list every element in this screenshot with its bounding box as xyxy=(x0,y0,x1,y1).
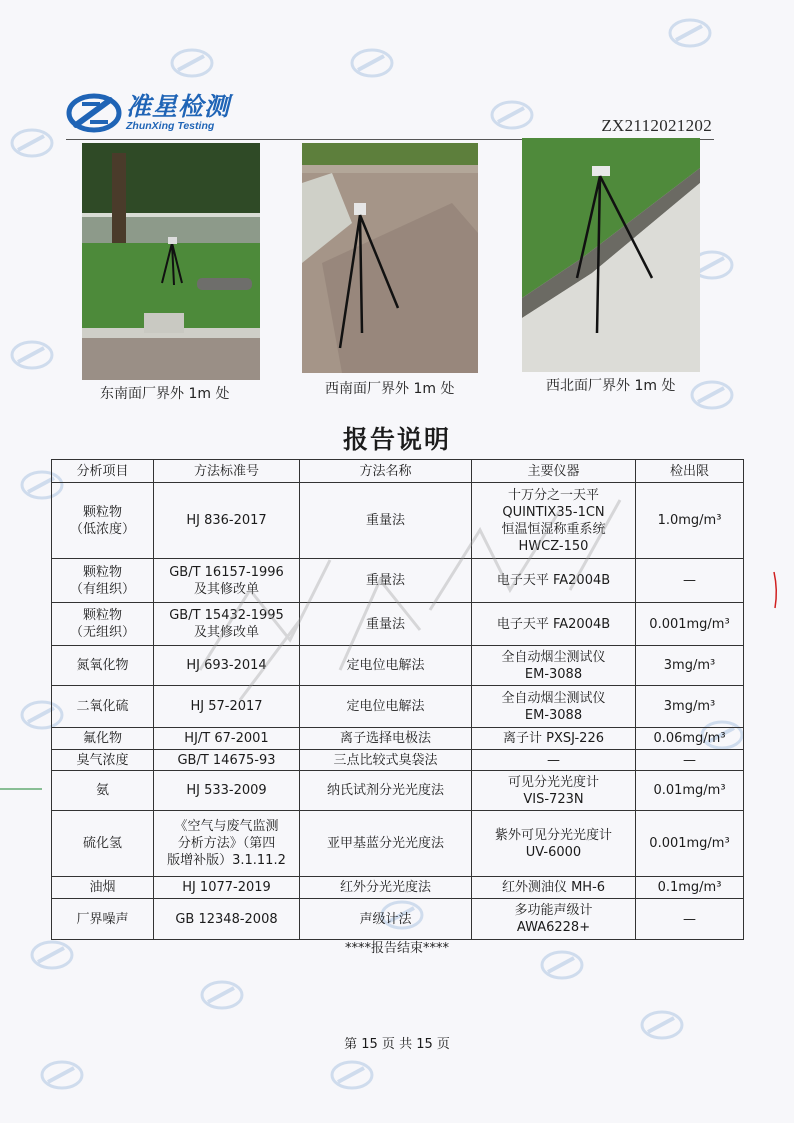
watermark-logo-icon xyxy=(330,1060,374,1090)
logo-mark-icon xyxy=(66,92,122,134)
column-header: 方法标准号 xyxy=(154,460,300,483)
cell-limit: 0.06mg/m³ xyxy=(636,728,744,750)
cell-instrument: — xyxy=(472,750,636,771)
cell-standard: 《空气与废气监测 分析方法》（第四 版增补版）3.1.11.2 xyxy=(154,811,300,877)
table-row xyxy=(52,603,744,646)
cell-item: 厂界噪声 xyxy=(52,899,154,940)
site-photo-southwest xyxy=(302,143,478,373)
table-row xyxy=(52,686,744,728)
cell-instrument: 离子计 PXSJ-226 xyxy=(472,728,636,750)
cell-item: 颗粒物 （无组织） xyxy=(52,603,154,646)
site-photo-northwest xyxy=(522,138,700,372)
watermark-logo-icon xyxy=(40,1060,84,1090)
cell-instrument: 可见分光光度计 VIS-723N xyxy=(472,771,636,811)
table-header-row xyxy=(52,460,744,483)
cell-method: 重量法 xyxy=(300,603,472,646)
cell-standard: HJ/T 67-2001 xyxy=(154,728,300,750)
cell-limit: 0.1mg/m³ xyxy=(636,877,744,899)
watermark-logo-icon xyxy=(668,18,712,48)
cell-limit: — xyxy=(636,750,744,771)
watermark-logo-icon xyxy=(170,48,214,78)
report-number: ZX2112021202 xyxy=(601,116,712,135)
cell-limit: 3mg/m³ xyxy=(636,646,744,686)
cell-method: 声级计法 xyxy=(300,899,472,940)
column-header: 方法名称 xyxy=(300,460,472,483)
cell-item: 颗粒物 （低浓度） xyxy=(52,483,154,559)
page-number: 第 15 页 共 15 页 xyxy=(344,1037,450,1052)
table-row xyxy=(52,728,744,750)
table-row xyxy=(52,750,744,771)
table-row xyxy=(52,483,744,559)
cell-standard: HJ 533-2009 xyxy=(154,771,300,811)
watermark-logo-icon xyxy=(10,128,54,158)
table-row xyxy=(52,771,744,811)
cell-item: 氟化物 xyxy=(52,728,154,750)
cell-item: 氨 xyxy=(52,771,154,811)
cell-limit: 0.001mg/m³ xyxy=(636,603,744,646)
report-header xyxy=(66,92,716,140)
cell-standard: GB 12348-2008 xyxy=(154,899,300,940)
cell-method: 定电位电解法 xyxy=(300,646,472,686)
watermark-logo-icon xyxy=(350,48,394,78)
section-title: 报告说明 xyxy=(342,425,451,454)
cell-limit: 0.01mg/m³ xyxy=(636,771,744,811)
cell-item: 氮氧化物 xyxy=(52,646,154,686)
cell-limit: 3mg/m³ xyxy=(636,686,744,728)
cell-method: 重量法 xyxy=(300,483,472,559)
cell-method: 三点比较式臭袋法 xyxy=(300,750,472,771)
cell-method: 重量法 xyxy=(300,559,472,603)
margin-line xyxy=(0,788,42,790)
photo-caption: 东南面厂界外 1m 处 xyxy=(100,386,230,402)
cell-standard: HJ 57-2017 xyxy=(154,686,300,728)
logo-chinese-name: 准星检测 xyxy=(126,92,231,121)
photo-caption: 西南面厂界外 1m 处 xyxy=(325,381,455,397)
cell-instrument: 紫外可见分光光度计 UV-6000 xyxy=(472,811,636,877)
site-photo-southeast xyxy=(82,143,260,380)
cell-method: 离子选择电极法 xyxy=(300,728,472,750)
cell-standard: HJ 836-2017 xyxy=(154,483,300,559)
cell-item: 硫化氢 xyxy=(52,811,154,877)
cell-standard: HJ 1077-2019 xyxy=(154,877,300,899)
cell-instrument: 红外测油仪 MH-6 xyxy=(472,877,636,899)
method-table xyxy=(51,459,744,940)
photo-caption: 西北面厂界外 1m 处 xyxy=(546,378,676,394)
column-header: 分析项目 xyxy=(52,460,154,483)
cell-limit: — xyxy=(636,559,744,603)
report-end-note: ****报告结束**** xyxy=(344,941,449,956)
table-row xyxy=(52,646,744,686)
cell-instrument: 电子天平 FA2004B xyxy=(472,559,636,603)
cell-standard: GB/T 16157-1996 及其修改单 xyxy=(154,559,300,603)
company-logo xyxy=(66,92,230,134)
cell-limit: — xyxy=(636,899,744,940)
cell-instrument: 全自动烟尘测试仪 EM-3088 xyxy=(472,646,636,686)
column-header: 主要仪器 xyxy=(472,460,636,483)
cell-item: 油烟 xyxy=(52,877,154,899)
cell-instrument: 多功能声级计 AWA6228+ xyxy=(472,899,636,940)
red-pen-mark-icon xyxy=(770,570,780,610)
cell-standard: GB/T 15432-1995 及其修改单 xyxy=(154,603,300,646)
cell-instrument: 电子天平 FA2004B xyxy=(472,603,636,646)
cell-standard: GB/T 14675-93 xyxy=(154,750,300,771)
cell-method: 纳氏试剂分光光度法 xyxy=(300,771,472,811)
cell-standard: HJ 693-2014 xyxy=(154,646,300,686)
cell-method: 红外分光光度法 xyxy=(300,877,472,899)
logo-english-name: ZhunXing Testing xyxy=(126,120,215,132)
cell-limit: 1.0mg/m³ xyxy=(636,483,744,559)
table-row xyxy=(52,877,744,899)
cell-instrument: 十万分之一天平 QUINTIX35-1CN 恒温恒湿称重系统 HWCZ-150 xyxy=(472,483,636,559)
cell-item: 二氧化硫 xyxy=(52,686,154,728)
table-row xyxy=(52,899,744,940)
watermark-logo-icon xyxy=(690,380,734,410)
cell-item: 颗粒物 （有组织） xyxy=(52,559,154,603)
column-header: 检出限 xyxy=(636,460,744,483)
watermark-logo-icon xyxy=(10,340,54,370)
cell-instrument: 全自动烟尘测试仪 EM-3088 xyxy=(472,686,636,728)
cell-method: 定电位电解法 xyxy=(300,686,472,728)
cell-method: 亚甲基蓝分光光度法 xyxy=(300,811,472,877)
watermark-logo-icon xyxy=(200,980,244,1010)
table-row xyxy=(52,811,744,877)
cell-item: 臭气浓度 xyxy=(52,750,154,771)
cell-limit: 0.001mg/m³ xyxy=(636,811,744,877)
table-row xyxy=(52,559,744,603)
